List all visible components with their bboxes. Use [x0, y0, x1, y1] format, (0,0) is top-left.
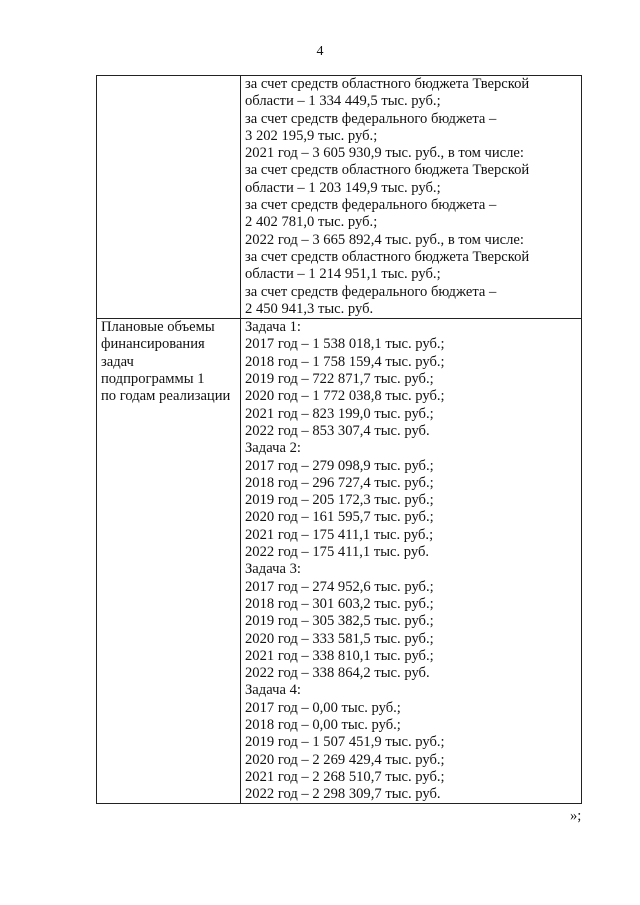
text-line: 2022 год – 175 411,1 тыс. руб.	[245, 544, 430, 561]
closing-quote: »;	[570, 808, 582, 824]
text-line: 2018 год – 0,00 тыс. руб.;	[245, 716, 401, 733]
text-line: области – 1 334 449,5 тыс. руб.;	[245, 93, 441, 110]
text-line: 2020 год – 1 772 038,8 тыс. руб.;	[245, 388, 445, 405]
text-line: 2020 год – 161 595,7 тыс. руб.;	[245, 509, 434, 526]
text-line: по годам реализации	[101, 388, 231, 405]
text-line: 2021 год – 2 268 510,7 тыс. руб.;	[245, 768, 445, 785]
text-line: 2 402 781,0 тыс. руб.;	[245, 214, 378, 231]
text-line: 2019 год – 1 507 451,9 тыс. руб.;	[245, 734, 445, 751]
text-line: 2 450 941,3 тыс. руб.	[245, 300, 374, 317]
text-line: 2021 год – 338 810,1 тыс. руб.;	[245, 647, 434, 664]
table-row	[97, 76, 582, 319]
text-line: 2022 год – 338 864,2 тыс. руб.	[245, 665, 430, 682]
table-row	[97, 319, 582, 804]
text-line: 2020 год – 333 581,5 тыс. руб.;	[245, 630, 434, 647]
text-line: 2017 год – 279 098,9 тыс. руб.;	[245, 457, 434, 474]
text-line: 2020 год – 2 269 429,4 тыс. руб.;	[245, 751, 445, 768]
text-line: за счет средств федерального бюджета –	[245, 197, 497, 214]
text-line: 2018 год – 1 758 159,4 тыс. руб.;	[245, 353, 445, 370]
row-label-cell	[97, 319, 241, 804]
row-value-cell	[241, 76, 582, 319]
row-label-cell	[97, 76, 241, 319]
text-line: области – 1 203 149,9 тыс. руб.;	[245, 179, 441, 196]
text-line: 2022 год – 853 307,4 тыс. руб.	[245, 422, 430, 439]
text-line: 2021 год – 823 199,0 тыс. руб.;	[245, 405, 434, 422]
text-line: области – 1 214 951,1 тыс. руб.;	[245, 266, 441, 283]
text-line: за счет средств областного бюджета Тверской	[245, 76, 530, 92]
text-line: финансирования	[101, 336, 205, 353]
text-line: 2022 год – 2 298 309,7 тыс. руб.	[245, 786, 441, 803]
text-line: 2021 год – 3 605 930,9 тыс. руб., в том числе:	[245, 145, 524, 162]
text-line: Задача 3:	[245, 561, 301, 578]
text-line: Задача 4:	[245, 682, 301, 699]
page-number: 4	[316, 44, 324, 59]
text-line: подпрограммы 1	[101, 371, 205, 388]
text-line: Задача 2:	[245, 440, 301, 457]
text-line: 2022 год – 3 665 892,4 тыс. руб., в том числе:	[245, 231, 524, 248]
text-line: за счет средств федерального бюджета –	[245, 283, 497, 300]
text-line: 2017 год – 274 952,6 тыс. руб.;	[245, 578, 434, 595]
text-line: 2019 год – 205 172,3 тыс. руб.;	[245, 492, 434, 509]
text-line: 2019 год – 722 871,7 тыс. руб.;	[245, 371, 434, 388]
text-line: Задача 1:	[245, 319, 301, 336]
budget-table	[96, 75, 582, 804]
text-line: 2018 год – 296 727,4 тыс. руб.;	[245, 474, 434, 491]
text-line: 2017 год – 1 538 018,1 тыс. руб.;	[245, 336, 445, 353]
text-line: 2017 год – 0,00 тыс. руб.;	[245, 699, 401, 716]
text-line: за счет средств федерального бюджета –	[245, 110, 497, 127]
text-line: задач	[101, 353, 134, 370]
text-line: 2018 год – 301 603,2 тыс. руб.;	[245, 595, 434, 612]
text-line: Плановые объемы	[101, 319, 215, 336]
text-line: за счет средств областного бюджета Тверской	[245, 248, 530, 265]
row-value-cell	[241, 319, 582, 804]
text-line: 2019 год – 305 382,5 тыс. руб.;	[245, 613, 434, 630]
text-line: за счет средств областного бюджета Тверской	[245, 162, 530, 179]
text-line: 3 202 195,9 тыс. руб.;	[245, 127, 378, 144]
text-line: 2021 год – 175 411,1 тыс. руб.;	[245, 526, 434, 543]
